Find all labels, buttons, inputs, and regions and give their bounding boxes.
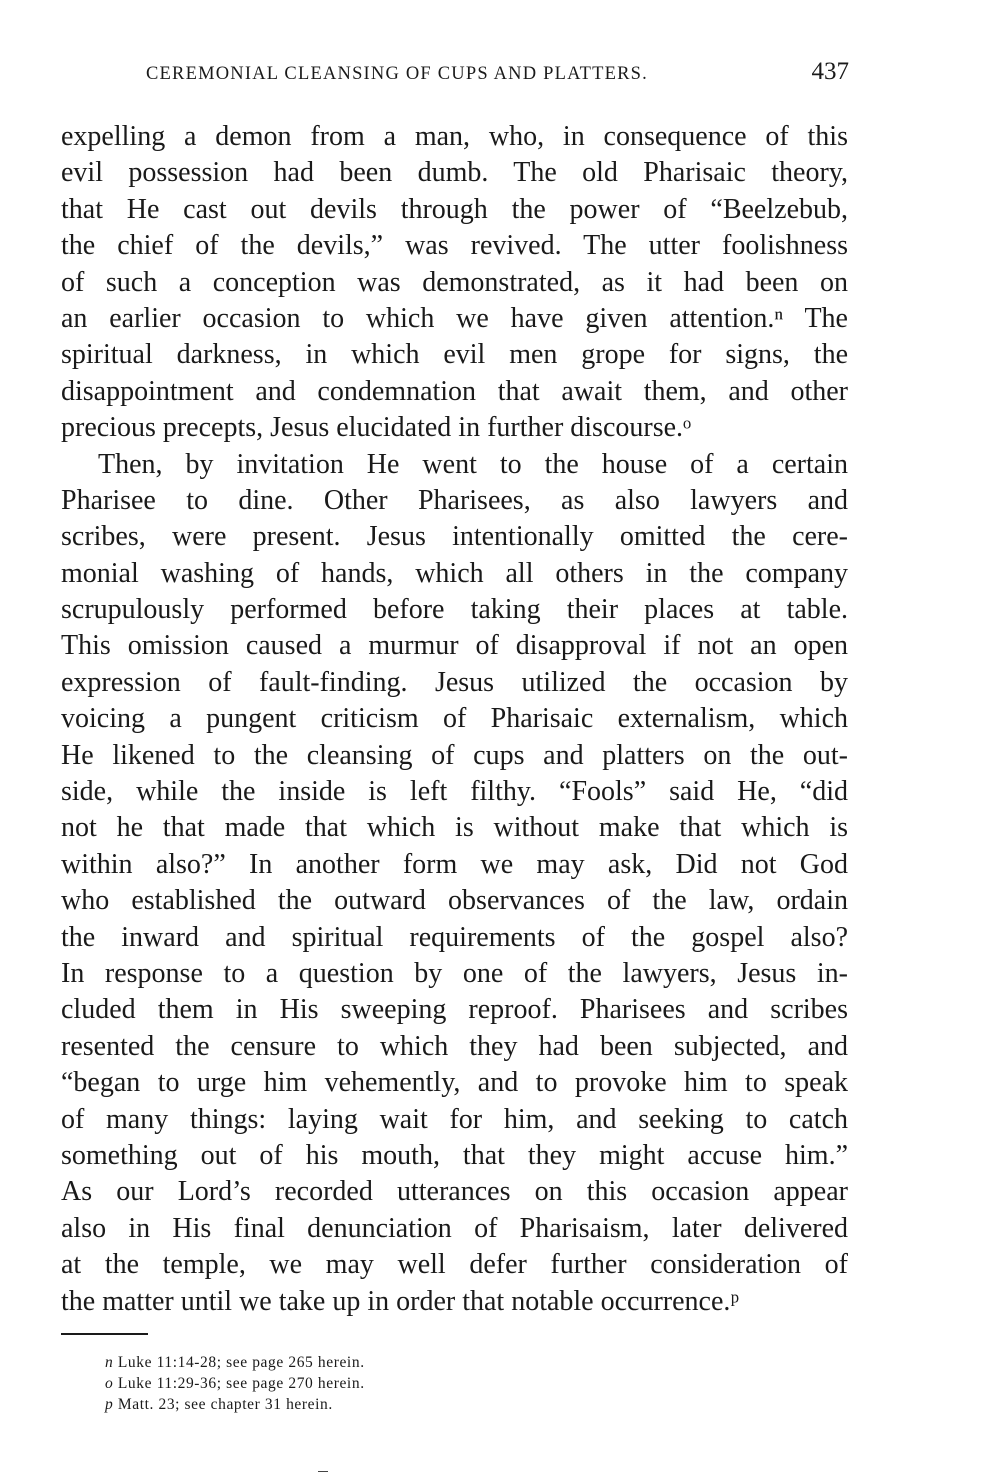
footnote: [105, 1373, 605, 1394]
footnote-mark: o: [105, 1375, 114, 1392]
text-line: Pharisee to dine. Other Pharisees, as also lawyers and: [61, 484, 848, 516]
text-line: at the temple, we may well defer further consideration of: [61, 1249, 848, 1281]
text-line: scrupulously performed before taking their places at table.: [61, 594, 848, 626]
running-head: [146, 58, 849, 98]
text-line: that He cast out devils through the power of “Beelzebub,: [61, 193, 848, 225]
text-line: “began to urge him vehemently, and to provoke him to speak: [61, 1067, 848, 1099]
text-line: the inward and spiritual requirements of the gospel also?: [61, 921, 848, 953]
text-line: within also?” In another form we may ask, Did not God: [61, 848, 848, 880]
footnote: [105, 1352, 605, 1373]
text-line: resented the censure to which they had been subjected, and: [61, 1030, 848, 1062]
text-line: disappointment and condemnation that await them, and other: [61, 375, 848, 407]
text-line: cluded them in His sweeping reproof. Pharisees and scribes: [61, 994, 848, 1026]
text-line: side, while the inside is left filthy. “Fools” said He, “did: [61, 776, 848, 808]
text-line: Then, by invitation He went to the house of a certain: [98, 448, 848, 480]
running-title: CEREMONIAL CLEANSING OF CUPS AND PLATTERS.: [146, 64, 648, 84]
footnote-divider: [61, 1333, 148, 1335]
stray-print-mark: [318, 1471, 328, 1472]
text-line: precious precepts, Jesus elucidated in further discourse.ᵒ: [61, 412, 692, 444]
footnote-text: Luke 11:29-36; see page 270 herein.: [117, 1375, 365, 1392]
footnotes: [105, 1352, 605, 1415]
text-line: expelling a demon from a man, who, in consequence of this: [61, 121, 848, 152]
text-line: As our Lord’s recorded utterances on this occasion appear: [61, 1176, 848, 1208]
footnote-text: Matt. 23; see chapter 31 herein.: [117, 1396, 333, 1413]
footnote-text: Luke 11:14-28; see page 265 herein.: [117, 1354, 365, 1371]
text-line: expression of fault-finding. Jesus utilized the occasion by: [61, 666, 848, 698]
text-line: This omission caused a murmur of disapproval if not an open: [61, 630, 848, 662]
text-line: evil possession had been dumb. The old Pharisaic theory,: [61, 157, 848, 189]
footnote-mark: p: [105, 1396, 114, 1413]
text-line: the chief of the devils,” was revived. The utter foolishness: [61, 230, 848, 262]
text-line: who established the outward observances of the law, ordain: [61, 885, 848, 917]
body-text: [61, 119, 848, 1320]
text-line: scribes, were present. Jesus intentionally omitted the cere-: [61, 521, 848, 553]
text-line: of many things: laying wait for him, and seeking to catch: [61, 1103, 848, 1135]
text-line: also in His final denunciation of Pharisaism, later delivered: [61, 1212, 848, 1244]
text-line: the matter until we take up in order that notable occurrence.ᵖ: [61, 1285, 740, 1317]
text-line: something out of his mouth, that they might accuse him.”: [61, 1139, 848, 1171]
text-line: In response to a question by one of the lawyers, Jesus in-: [61, 957, 848, 989]
text-line: monial washing of hands, which all others in the company: [61, 557, 848, 589]
text-line: spiritual darkness, in which evil men grope for signs, the: [61, 339, 848, 371]
text-line: of such a conception was demonstrated, as it had been on: [61, 266, 848, 298]
text-line: voicing a pungent criticism of Pharisaic externalism, which: [61, 703, 848, 735]
footnote-mark: n: [105, 1354, 114, 1371]
text-line: not he that made that which is without make that which is: [61, 812, 848, 844]
text-line: He likened to the cleansing of cups and platters on the out-: [61, 739, 848, 771]
page-number: 437: [811, 58, 849, 85]
footnote: [105, 1394, 605, 1415]
text-line: an earlier occasion to which we have given attention.ⁿ The: [61, 302, 848, 334]
